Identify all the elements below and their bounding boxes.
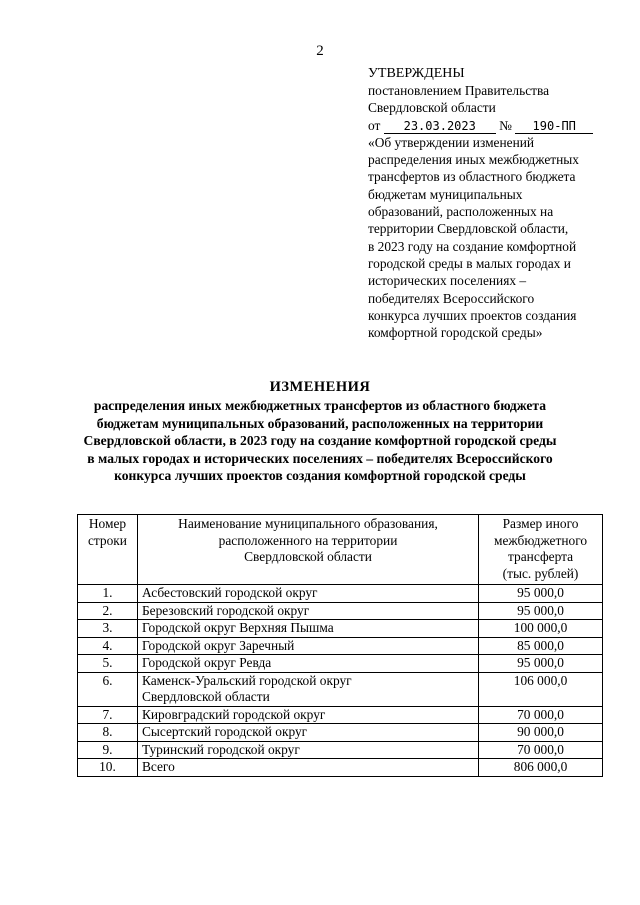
row-name-line: Сысертский городской округ [141, 724, 308, 739]
subject-line: трансфертов из областного бюджета [368, 169, 576, 185]
number-prefix: № [499, 117, 512, 133]
header-name [137, 515, 478, 585]
row-number: 1. [78, 585, 138, 603]
row-amount: 95 000,0 [479, 602, 603, 620]
date-prefix: от [368, 117, 381, 133]
subject-line: конкурса лучших проектов создания [368, 307, 577, 323]
transfers-table [77, 514, 603, 777]
row-name [137, 672, 478, 706]
table-header-row [78, 515, 603, 585]
heading-subtitle-line: бюджетам муниципальных образований, расположенных на территории [96, 415, 544, 431]
table-row [78, 602, 603, 620]
heading-subtitle-line: распределения иных межбюджетных трансфертов из областного бюджета [93, 398, 547, 413]
row-amount: 90 000,0 [479, 724, 603, 742]
heading-subtitle [40, 397, 600, 485]
approval-title: УТВЕРЖДЕНЫ [368, 66, 465, 81]
row-number: 7. [78, 706, 138, 724]
approval-subject [368, 134, 618, 342]
row-name [137, 759, 478, 777]
page-number: 2 [316, 43, 324, 59]
approval-block [368, 65, 618, 341]
heading-title: ИЗМЕНЕНИЯ [269, 379, 371, 395]
approval-by-line: постановлением Правительства [368, 83, 550, 98]
approval-date-line [368, 117, 618, 134]
row-name [137, 724, 478, 742]
row-number: 3. [78, 620, 138, 638]
row-number: 2. [78, 602, 138, 620]
row-name-line: Каменск-Уральский городской округ [141, 672, 352, 688]
row-number: 6. [78, 672, 138, 706]
document-heading [40, 378, 600, 485]
row-name [137, 706, 478, 724]
row-name-line: Кировградский городской округ [141, 706, 326, 722]
subject-line: комфортной городской среды» [368, 325, 543, 341]
header-number [78, 515, 138, 585]
header-line: Номер [88, 516, 127, 531]
row-name-line: Городской округ Ревда [141, 655, 272, 670]
row-amount: 85 000,0 [479, 637, 603, 655]
subject-line: в 2023 году на создание комфортной [368, 238, 577, 254]
table-row [78, 672, 603, 706]
row-number: 4. [78, 637, 138, 655]
row-name-line: Асбестовский городской округ [141, 585, 318, 600]
header-amount [479, 515, 603, 585]
subject-line: территории Свердловской области, [368, 221, 569, 237]
table-row [78, 620, 603, 638]
header-line: Наименование муниципального образования, [178, 516, 438, 531]
row-name [137, 585, 478, 603]
row-name-line: Всего [141, 759, 175, 774]
header-line: Размер иного [502, 516, 579, 531]
table-row [78, 724, 603, 742]
heading-subtitle-line: Свердловской области, в 2023 году на создание комфортной городской среды [83, 433, 557, 448]
row-name [137, 602, 478, 620]
row-name-line: Туринский городской округ [141, 741, 300, 757]
row-amount: 70 000,0 [479, 741, 603, 759]
heading-subtitle-line: конкурса лучших проектов создания комфортной городской среды [114, 468, 526, 483]
table-row [78, 741, 603, 759]
row-amount: 95 000,0 [479, 655, 603, 673]
subject-line: исторических поселениях – [368, 273, 527, 289]
row-name-line: Городской округ Верхняя Пышма [141, 620, 334, 635]
subject-line: распределения иных межбюджетных [368, 152, 579, 168]
row-name-line: Городской округ Заречный [141, 637, 295, 653]
row-amount: 95 000,0 [479, 585, 603, 603]
approval-date: 23.03.2023 [384, 119, 496, 134]
row-name [137, 637, 478, 655]
row-name-line: Свердловской области [141, 689, 270, 704]
row-name-line: Березовский городской округ [141, 602, 310, 618]
row-amount: 70 000,0 [479, 706, 603, 724]
subject-line: бюджетам муниципальных [368, 186, 523, 202]
table-row-total [78, 759, 603, 777]
subject-line: «Об утверждении изменений [368, 134, 535, 150]
row-name [137, 620, 478, 638]
subject-line: городской среды в малых городах и [368, 255, 571, 271]
header-line: Свердловской области [244, 549, 372, 564]
heading-subtitle-line: в малых городах и исторических поселениях – победителях Всероссийского [87, 450, 553, 466]
row-number: 9. [78, 741, 138, 759]
row-name [137, 741, 478, 759]
table-row [78, 706, 603, 724]
row-number: 8. [78, 724, 138, 742]
row-amount: 100 000,0 [479, 620, 603, 638]
table-row [78, 637, 603, 655]
table-row [78, 655, 603, 673]
row-amount: 106 000,0 [479, 672, 603, 706]
header-line: трансферта [508, 549, 574, 564]
approval-by-line: Свердловской области [368, 100, 496, 116]
row-amount: 806 000,0 [479, 759, 603, 777]
subject-line: победителях Всероссийского [368, 290, 535, 306]
approval-number: 190-ПП [515, 119, 593, 134]
row-name [137, 655, 478, 673]
header-line: (тыс. рублей) [502, 565, 579, 581]
row-number: 5. [78, 655, 138, 673]
header-line: межбюджетного [494, 532, 588, 548]
row-number: 10. [78, 759, 138, 777]
header-line: строки [87, 532, 127, 548]
header-line: расположенного на территории [218, 532, 398, 548]
table-row [78, 585, 603, 603]
subject-line: образований, расположенных на [368, 204, 554, 220]
